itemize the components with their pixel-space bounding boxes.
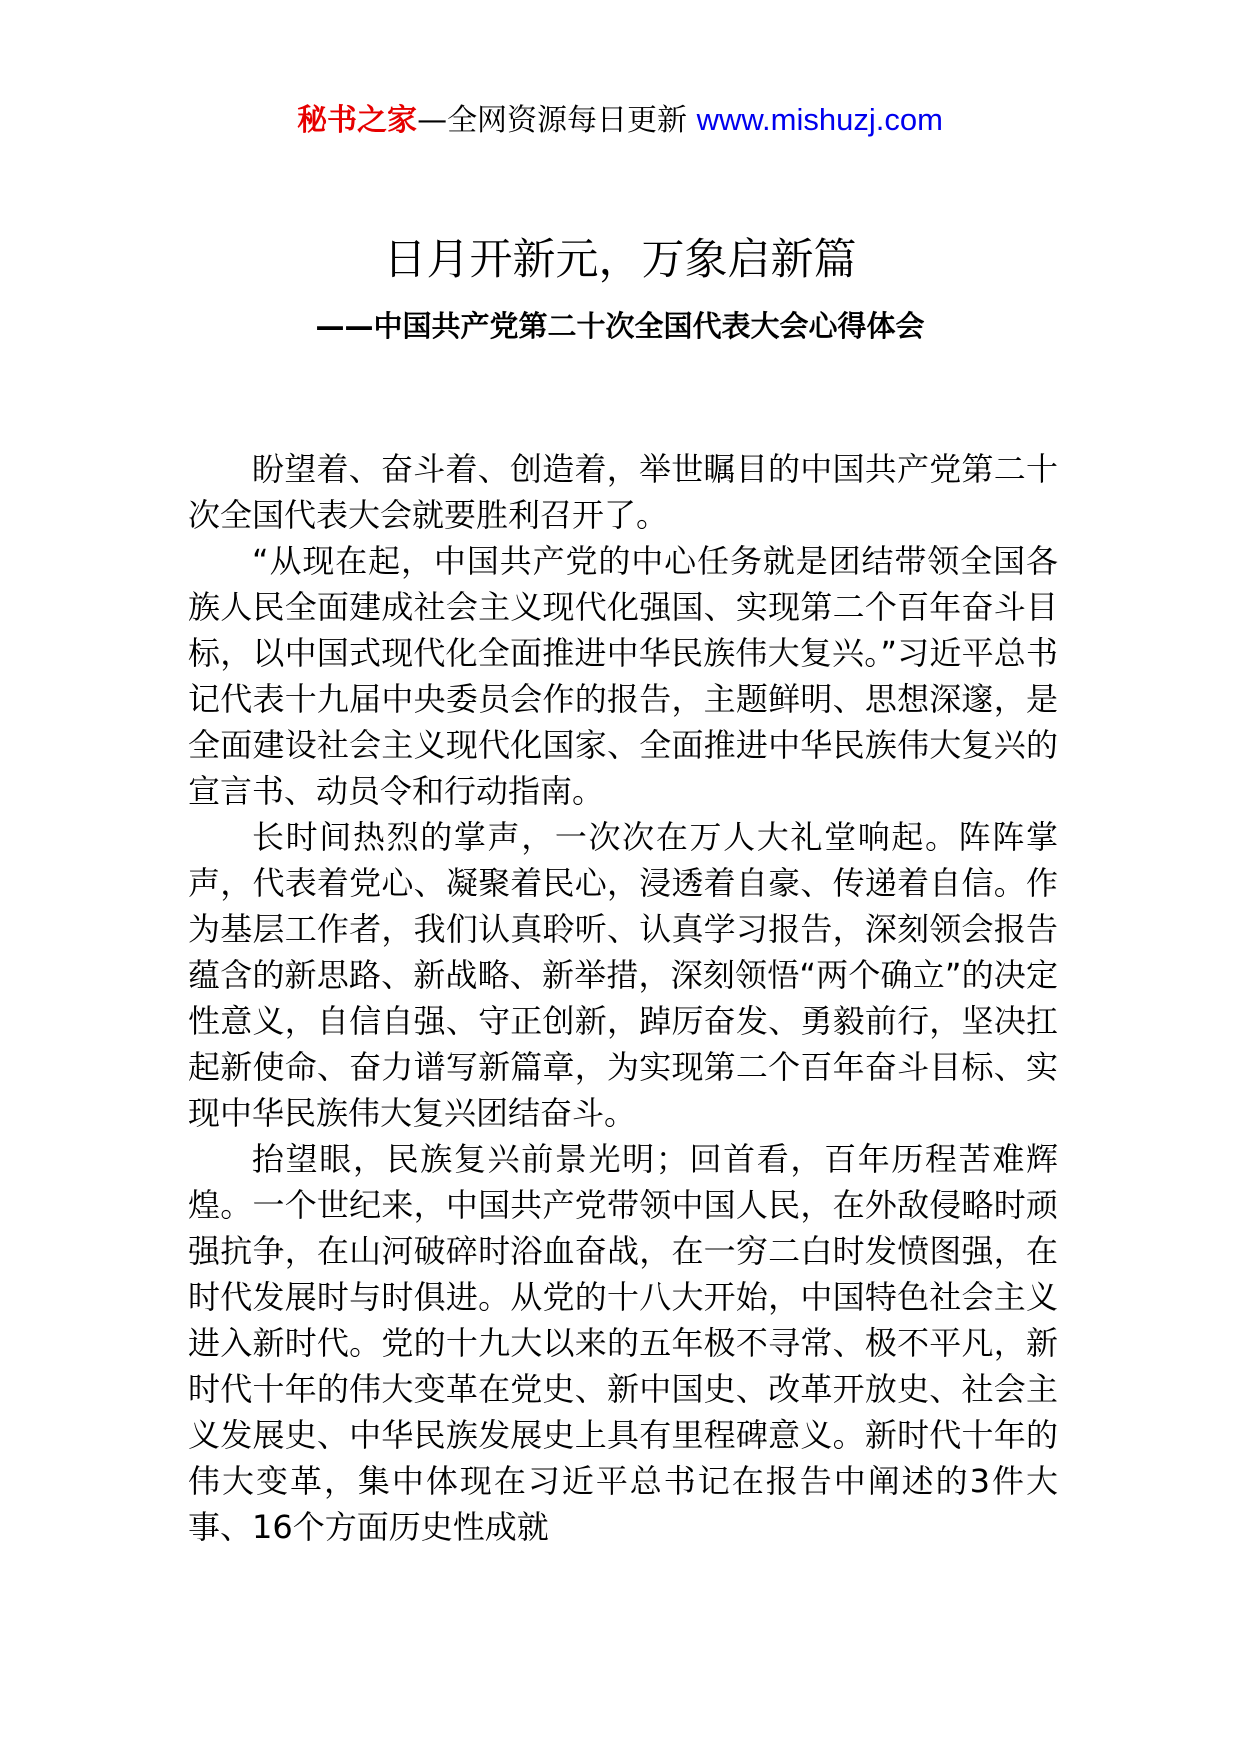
site-brand: 秘书之家	[297, 103, 418, 138]
site-tagline: —全网资源每日更新	[417, 103, 697, 138]
paragraph: 长时间热烈的掌声，一次次在万人大礼堂响起。阵阵掌声，代表着党心、凝聚着民心，浸透着自豪、传递着自信。作为基层工作者，我们认真聆听、认真学习报告，深刻领会报告蕴含的新思路、新战略、新举措，深刻领悟“两个确立”的决定性意义，自信自强、守正创新，踔厉奋发、勇毅前行，坚决扛起新使命、奋力谱写新篇章，为实现第二个百年奋斗目标、实现中华民族伟大复兴团结奋斗。	[188, 818, 1058, 1132]
document-subtitle: ——中国共产党第二十次全国代表大会心得体会	[315, 309, 925, 343]
paragraph: 抬望眼，民族复兴前景光明；回首看，百年历程苦难辉煌。一个世纪来，中国共产党带领中国人民，在外敌侵略时顽强抗争，在山河破碎时浴血奋战，在一穷二白时发愤图强，在时代发展时与时俱进。从党的十八大开始，中国特色社会主义进入新时代。党的十九大以来的五年极不寻常、极不平凡，新时代十年的伟大变革在党史、新中国史、改革开放史、社会主义发展史、中华民族发展史上具有里程碑意义。新时代十年的伟大变革，集中体现在习近平总书记在报告中阐述的3件大事、16个方面历史性成就	[188, 1140, 1058, 1546]
paragraph: “从现在起，中国共产党的中心任务就是团结带领全国各族人民全面建成社会主义现代化强国、实现第二个百年奋斗目标，以中国式现代化全面推进中华民族伟大复兴。”习近平总书记代表十九届中央委员会作的报告，主题鲜明、思想深邃，是全面建设社会主义现代化国家、全面推进中华民族伟大复兴的宣言书、动员令和行动指南。	[188, 542, 1058, 810]
document-body	[188, 446, 1058, 1550]
paragraph: 盼望着、奋斗着、创造着，举世瞩目的中国共产党第二十次全国代表大会就要胜利召开了。	[188, 450, 1058, 534]
site-header	[0, 100, 1240, 141]
document-title: 日月开新元，万象启新篇	[383, 235, 857, 285]
site-url-link[interactable]: www.mishuzj.com	[696, 102, 943, 137]
